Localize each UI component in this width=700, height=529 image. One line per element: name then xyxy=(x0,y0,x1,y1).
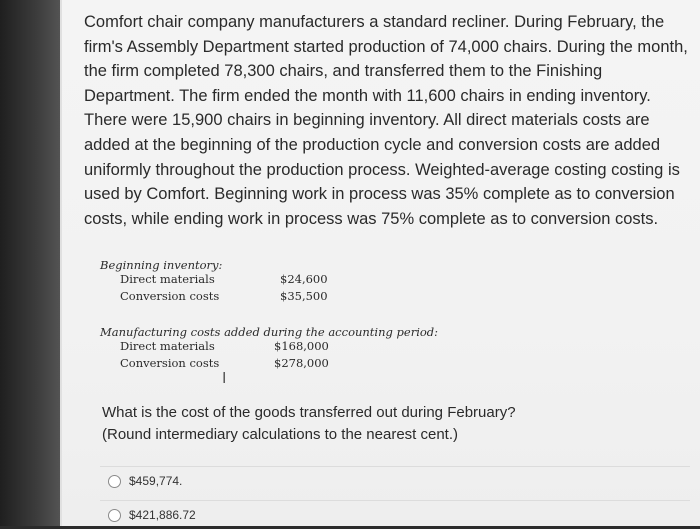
row-value: $168,000 xyxy=(274,339,329,353)
answer-option-label: $459,774. xyxy=(129,474,183,488)
screen-bezel xyxy=(0,0,62,526)
problem-text: Comfort chair company manufacturers a standard recliner. During February, the firm's Assembly Department started production of 74,000 chairs. During the month, the firm completed 78,300 chairs, and transferred them to the Finishing Department. The firm ended the month with 11,600 chairs in ending inventory. There were 15,900 chairs in beginning inventory. All direct materials costs are added at the beginning of the production cycle and conversion costs are added uniformly throughout the production process. Weighted-average costing costing is used by Comfort. Beginning work in process was 35% complete as to conversion costs, while ending work in process was 75% complete as to conversion costs. xyxy=(84,13,688,228)
beginning-inventory-heading: Beginning inventory: xyxy=(100,258,223,272)
row-label: Direct materials xyxy=(120,272,215,286)
table-row xyxy=(100,339,438,356)
beginning-inventory-table xyxy=(100,258,328,306)
question-panel xyxy=(60,0,700,526)
row-value: $278,000 xyxy=(274,356,329,370)
radio-button[interactable] xyxy=(108,475,121,488)
question-line-2: (Round intermediary calculations to the nearest cent.) xyxy=(102,426,459,443)
table-row xyxy=(100,289,328,306)
row-value: $24,600 xyxy=(280,272,328,286)
row-label: Direct materials xyxy=(120,339,215,353)
question-text xyxy=(102,402,682,446)
row-label: Conversion costs xyxy=(120,356,220,370)
answer-option-2[interactable] xyxy=(100,500,690,529)
question-line-1: What is the cost of the goods transferred out during February? xyxy=(102,404,516,421)
manufacturing-costs-heading: Manufacturing costs added during the accounting period: xyxy=(100,325,439,339)
radio-button[interactable] xyxy=(108,509,121,522)
table-row xyxy=(100,356,438,373)
row-label: Conversion costs xyxy=(120,289,220,303)
answer-option-label: $421,886.72 xyxy=(129,508,196,522)
answer-option-1[interactable] xyxy=(100,466,690,495)
text-cursor-icon: I xyxy=(222,369,227,387)
table-row xyxy=(100,272,328,289)
row-value: $35,500 xyxy=(280,289,328,303)
manufacturing-costs-table xyxy=(100,325,438,373)
